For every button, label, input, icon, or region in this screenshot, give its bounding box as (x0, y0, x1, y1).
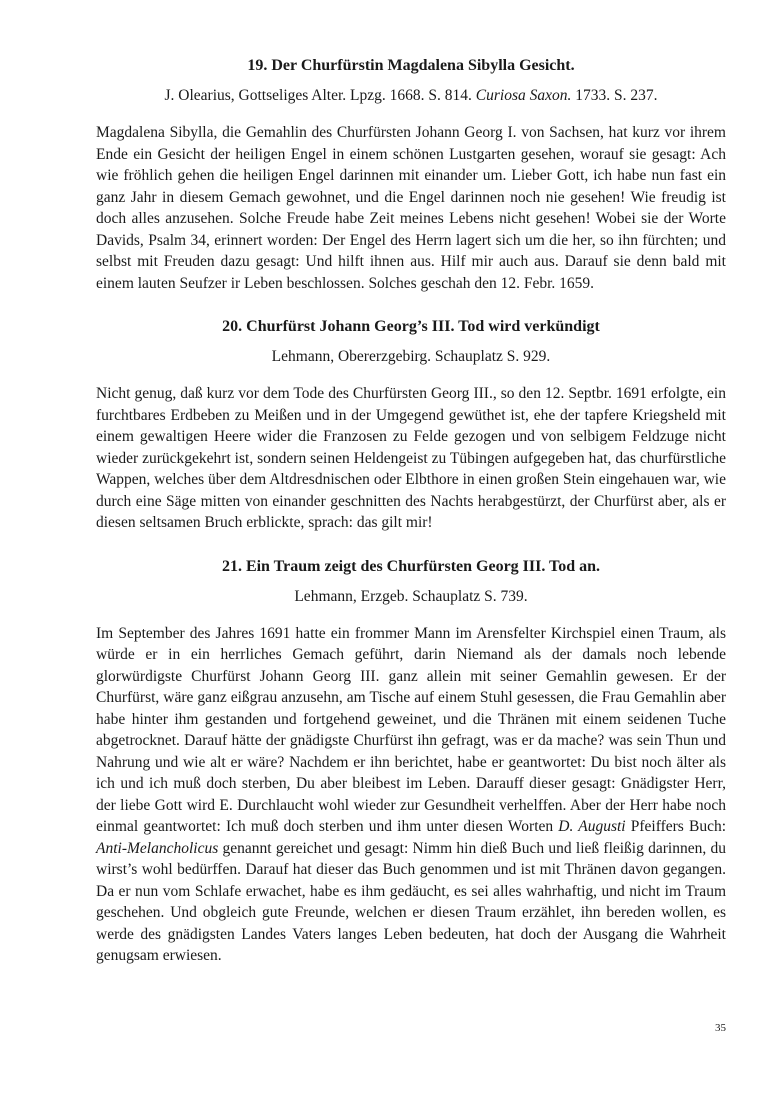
paragraph-text: Pfeiffers Buch: (625, 818, 727, 835)
page-number: 35 (715, 1022, 726, 1034)
section-paragraph (96, 623, 726, 967)
section-title: 21. Ein Traum zeigt des Churfürsten Georg III. Tod an. (221, 557, 601, 575)
source-italic: Curiosa Saxon. (475, 87, 572, 104)
section-19 (96, 55, 726, 294)
paragraph-text: genannt gereichet und gesagt: Nimm hin dieß Buch und ließ fleißig darinnen, du wirst’s wohl bedürffen. Darauf hat dieser das Buch genommen und ist mit Thränen davon gegangen. Da er nun vom Schlafe erwachet, habe es ihm gedäucht, es sei alles wahrhaftig, und nicht im Traum geschehen. Und obgleich gute Freunde, welchen er diesen Traum erzählet, ihn bereden wollen, es werde des gnädigsten Landes Vaters langes Leben bedeuten, hat doch der Ausgang die Wahrheit genugsam erwiesen. (96, 839, 726, 964)
source-text: J. Olearius, Gottseliges Alter. Lpzg. 1668. S. 814. (164, 87, 476, 104)
section-title: 19. Der Churfürstin Magdalena Sibylla Gesicht. (247, 57, 575, 74)
document-page (96, 55, 726, 989)
paragraph-italic: Anti-Melancholicus (96, 839, 219, 857)
source-text: 1733. S. 237. (571, 87, 658, 104)
section-21 (96, 556, 726, 967)
section-paragraph: Nicht genug, daß kurz vor dem Tode des Churfürsten Georg III., so den 12. Septbr. 1691 erfolgte, ein furchtbares Erdbeben zu Meißen und in der Umgegend gewüthet ist, ehe der tapfere Kriegsheld mit einem gewaltigen Heere wider die Franzosen zu Felde gezogen und von selbigem Feldzuge nicht wieder zurückgekehrt ist, sondern seinen Heldengeist zu Tübingen aufgegeben hat, das churfürstliche Wappen, welches über dem Altdresdnischen oder Elbthore in einen großen Stein eingehauen war, wie durch eine Säge mitten von einander geschnitten des Nachts herabgestürzt, der Churfürst aber, als er diesen seltsamen Bruch erblickte, sprach: das gilt mir! (96, 385, 726, 531)
paragraph-text: Im September des Jahres 1691 hatte ein frommer Mann im Arensfelter Kirchspiel einen Traum, als würde er in ein herrliches Gemach geführt, darin Niemand als der damals noch lebende glorwürdigste Churfürst Johann Georg III. ganz allein mit seiner Gemahlin gewesen. Er der Churfürst, wäre ganz eißgrau anzusehn, am Tische auf einem Stuhl gesessen, die Frau Gemahlin aber habe hinter ihm gestanden und fortgehend geweinet, und die Thränen mit einem seidenen Tuche abgetrocknet. Darauf hätte der gnädigste Churfürst ihn gefragt, was er da mache? was sein Thun und Nahrung und wie alt er wäre? Nachdem er ihn berichtet, habe er geantwortet: Du bist noch älter als ich und ich muß doch sterben, Du aber bleibest im Leben. Darauff dieser gesagt: Gnädigster Herr, der liebe Gott wird E. Durchlaucht wohl wieder zur Gesundheit verhelffen. Aber der Herr habe noch einmal geantwortet: Ich muß doch sterben und ihm unter diesen Worten (96, 624, 726, 835)
paragraph-italic: D. Augusti (558, 818, 626, 835)
section-20 (96, 316, 726, 534)
section-source: Lehmann, Obererzgebirg. Schauplatz S. 929. (271, 348, 551, 365)
section-source: Lehmann, Erzgeb. Schauplatz S. 739. (294, 587, 528, 605)
section-paragraph: Magdalena Sibylla, die Gemahlin des Churfürsten Johann Georg I. von Sachsen, hat kurz vor ihrem Ende ein Gesicht der heiligen Engel in einem schönen Lustgarten gesehen, worauf sie gesagt: Ach wie fröhlich gehen die heiligen Engel darinnen mit einander um. Lieber Gott, ich habe nun fast ein ganz Jahr in diesem Gemach gewohnet, und die Engel darinnen noch nie gesehen! Wie freudig ist doch alles anzusehen. Solche Freude habe Zeit meines Lebens nicht gesehen! Wobei sie der Worte Davids, Psalm 34, erinnert worden: Der Engel des Herrn lagert sich um die her, so ihn fürchten; und selbst mit Freuden dazu gesagt: Und hilft ihnen aus. Hilf mir auch aus. Darauf sie denn bald mit einem lauten Seufzer ir Leben beschlossen. Solches geschah den 12. Febr. 1659. (96, 124, 726, 292)
section-title: 20. Churfürst Johann Georg’s III. Tod wird verkündigt (222, 318, 600, 335)
section-source (96, 85, 726, 107)
